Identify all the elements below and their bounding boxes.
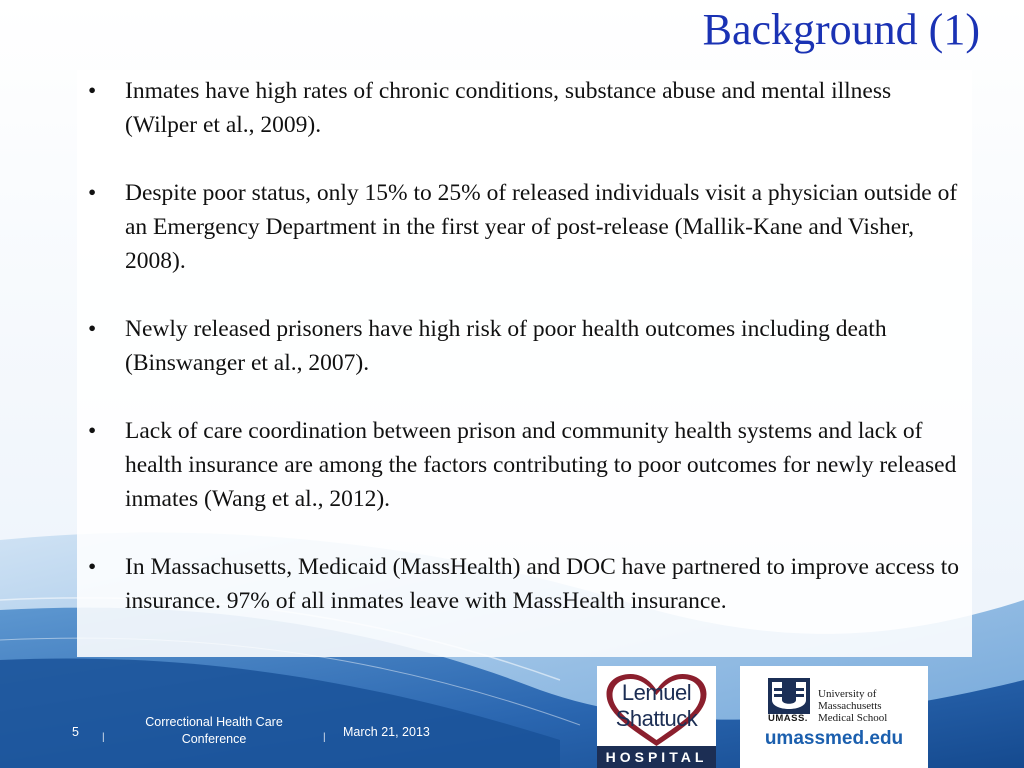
bullet-text: Inmates have high rates of chronic conditions, substance abuse and mental illness (Wilper et al., 2009).	[125, 78, 892, 138]
bullet-dot: •	[88, 180, 97, 206]
slide-footer	[0, 710, 590, 760]
bullet-dot: •	[88, 418, 97, 444]
bullet-item	[88, 74, 968, 142]
slide-title: Background (1)	[702, 5, 980, 54]
umass-wordmark: UMASS.	[768, 713, 808, 724]
logo-word-shattuck: Shattuck	[615, 706, 698, 731]
umass-name-line: Medical School	[818, 712, 888, 724]
logo-word-hospital: HOSPITAL	[597, 746, 716, 768]
bullet-text: Despite poor status, only 15% to 25% of released individuals visit a physician outside of an Emergency Department in the first year of post-release (Mallik-Kane and Visher, 2008).	[125, 180, 958, 274]
umass-name-line: Massachusetts	[818, 700, 882, 712]
bullet-dot: •	[88, 78, 97, 104]
bullet-dot: •	[88, 316, 97, 342]
page-number: 5	[72, 725, 79, 739]
umass-school-name	[818, 688, 926, 724]
footer-separator: |	[323, 732, 326, 743]
bullet-item	[88, 312, 968, 380]
umass-url: umassmed.edu	[764, 728, 904, 749]
bullet-item	[88, 414, 968, 516]
bullet-item	[88, 550, 968, 618]
umass-emblem-icon	[768, 678, 810, 714]
lemuel-shattuck-logo	[597, 666, 716, 768]
bullet-text: In Massachusetts, Medicaid (MassHealth) and DOC have partnered to improve access to insurance. 97% of all inmates leave with MassHealth insurance.	[125, 554, 959, 614]
bullet-item	[88, 176, 968, 278]
bullet-text: Newly released prisoners have high risk of poor health outcomes including death (Binswanger et al., 2007).	[125, 316, 887, 376]
presentation-date: March 21, 2013	[343, 725, 430, 739]
bullet-list	[88, 74, 968, 618]
umass-name-line: University of	[818, 688, 877, 700]
conference-name: Correctional Health Care Conference	[145, 715, 283, 746]
bullet-dot: •	[88, 554, 97, 580]
footer-separator: |	[102, 732, 105, 743]
umass-medical-logo	[740, 666, 928, 768]
bullet-text: Lack of care coordination between prison and community health systems and lack of health insurance are among the factors contributing to poor outcomes for newly released inmates (Wang et al., 2012).	[125, 418, 957, 512]
logo-word-lemuel: Lemuel	[621, 680, 692, 705]
